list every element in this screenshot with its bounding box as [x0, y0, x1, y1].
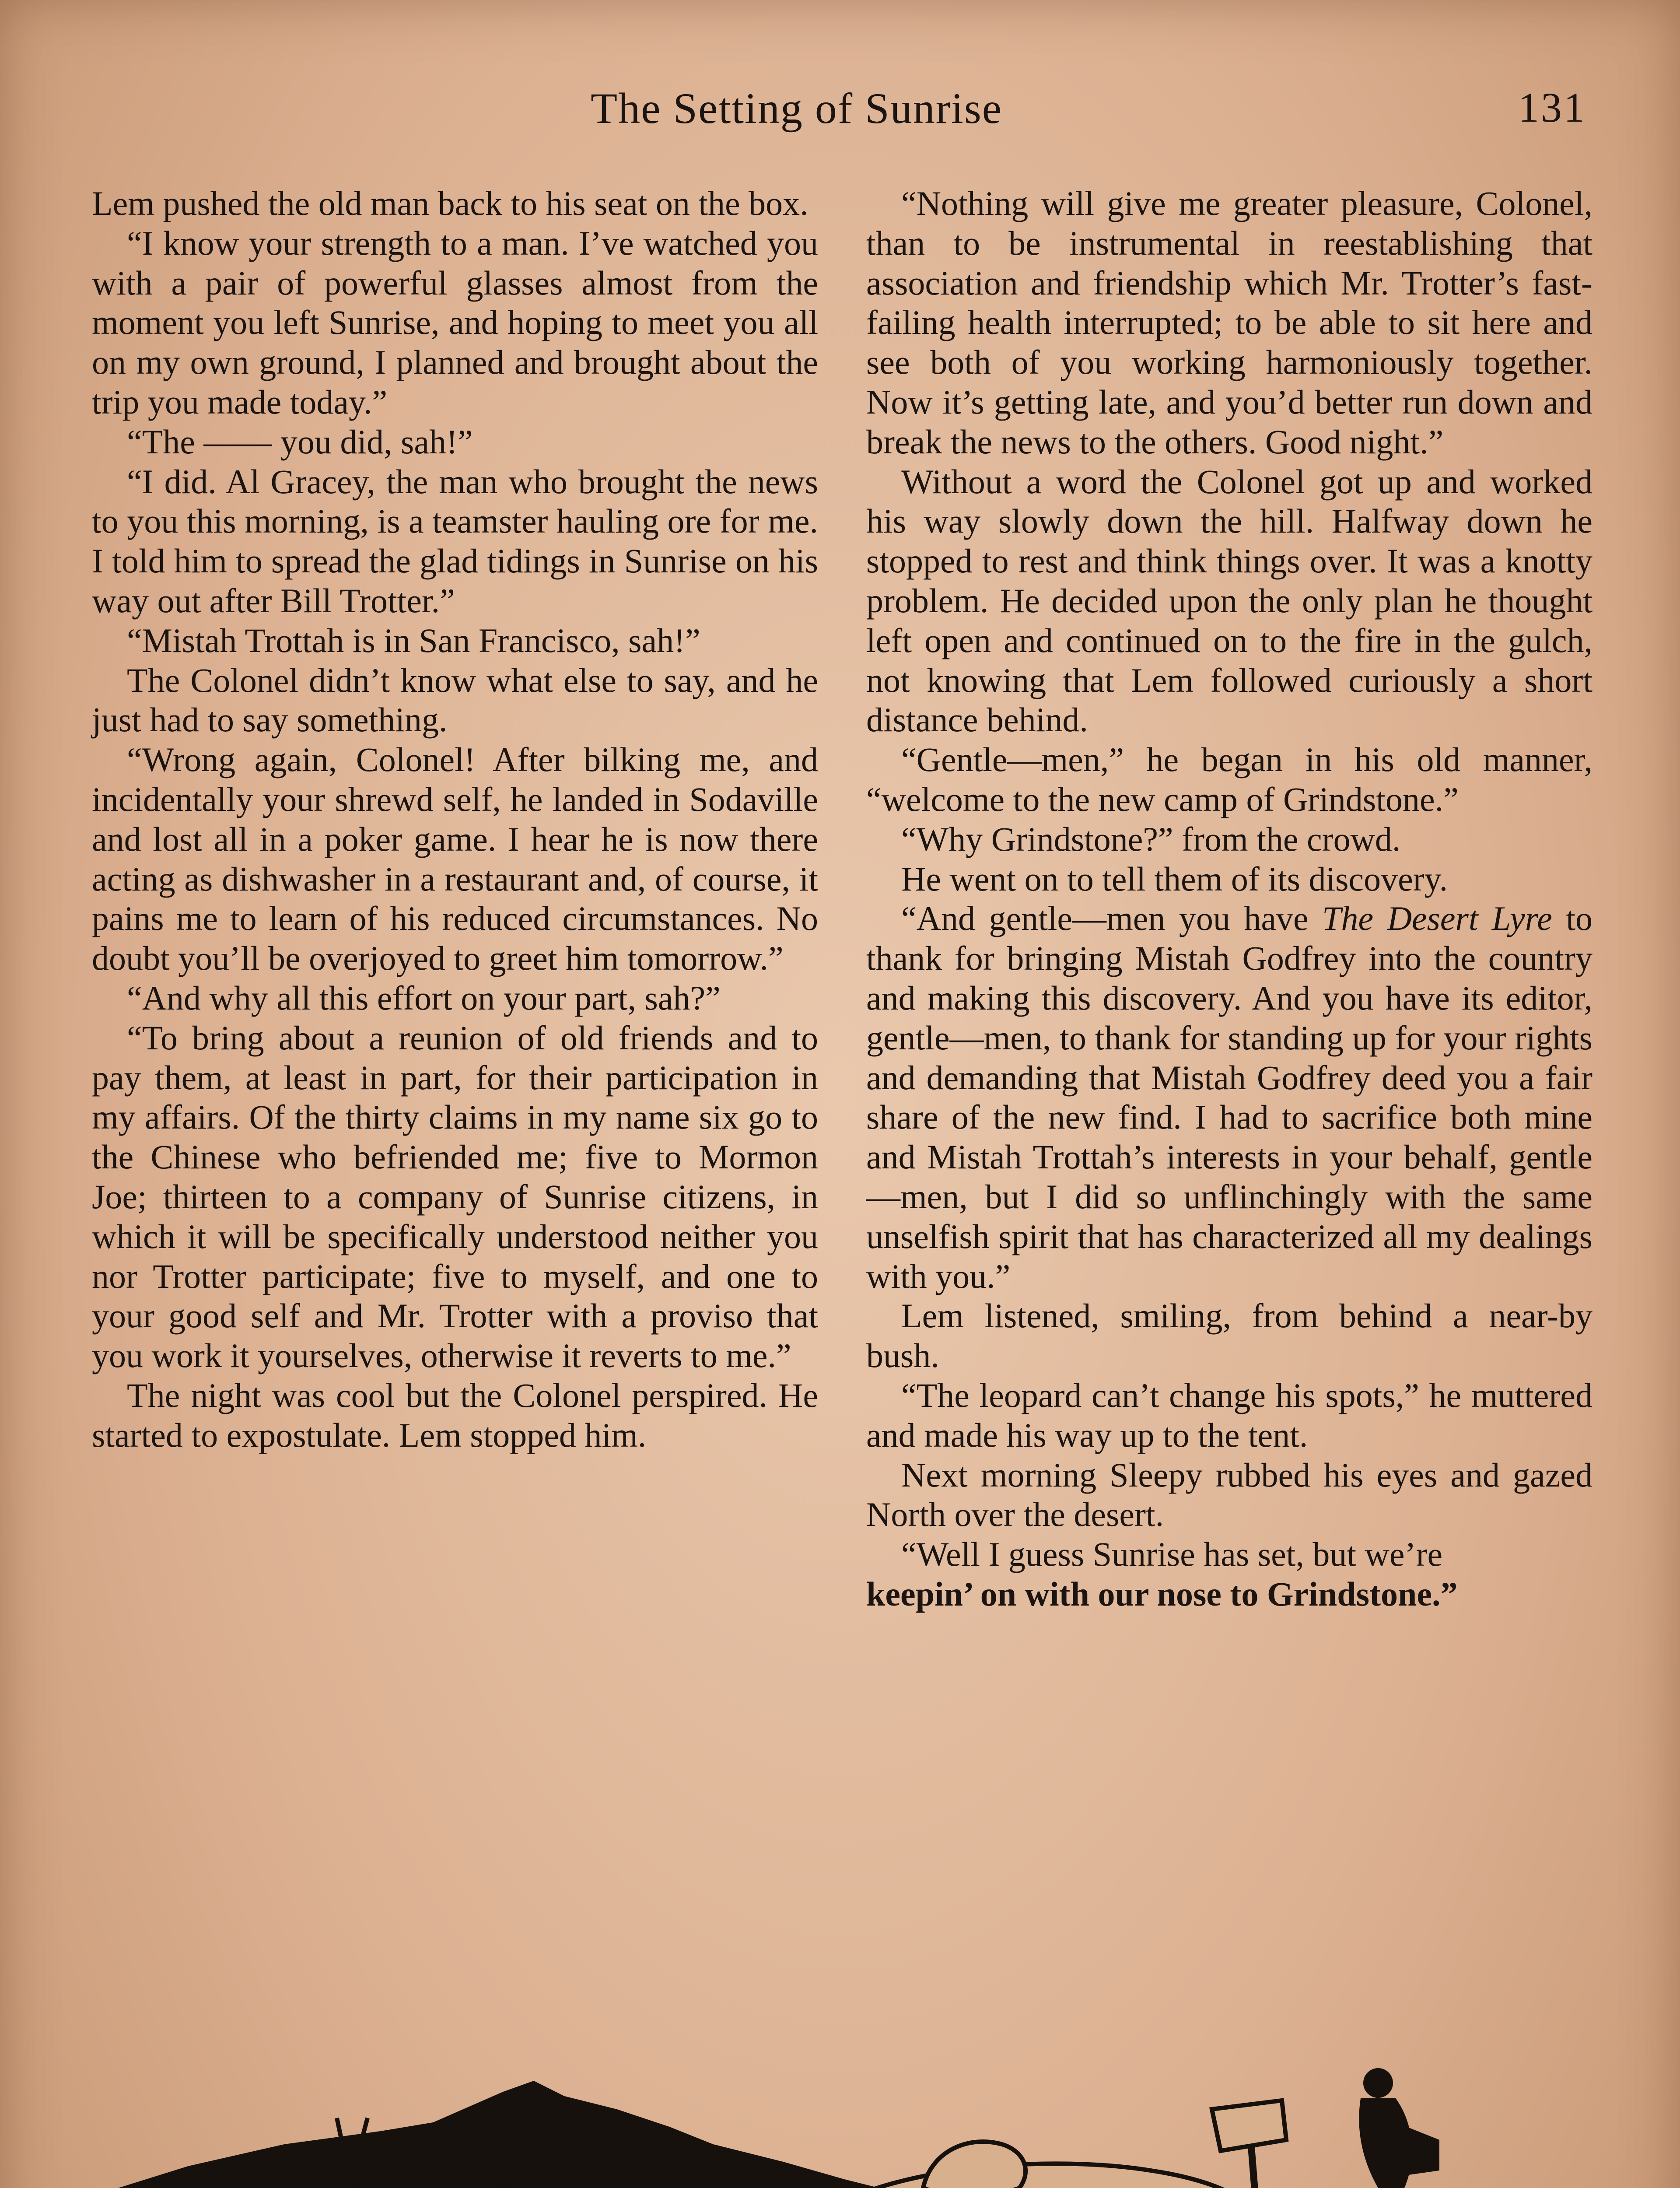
signpost-pole	[1251, 2146, 1256, 2188]
text-run: “And gentle—men you have	[901, 899, 1323, 938]
paragraph: Lem pushed the old man back to his seat on the box.	[92, 184, 808, 222]
paragraph: “Gentle—men,” he began in his old manner, “welcome to the new camp of Grindstone.”	[866, 740, 1592, 818]
paragraph: “The leopard can’t change his spots,” he muttered and made his way up to the tent.	[866, 1376, 1592, 1454]
desert-camp-illustration	[101, 2057, 1601, 2188]
paragraph: Next morning Sleepy rubbed his eyes and gazed North over the desert.	[866, 1455, 1592, 1534]
paragraph: “Nothing will give me greater pleasure, Colonel, than to be instrumental in reestablishing that association and friendship which Mr. Trotter’s fast-failing health interrupted; to be able to sit here and see both of you working harmoniously together. Now it’s getting late, and you’d better run down and break the news to the others. Good night.”	[866, 184, 1592, 461]
paragraph: Lem listened, smiling, from behind a near-by bush.	[866, 1297, 1592, 1375]
paragraph: “And why all this effort on your part, sah?”	[127, 978, 721, 1017]
paragraph-desert-lyre	[866, 899, 1592, 1296]
paragraph: Without a word the Colonel got up and worked his way slowly down the hill. Halfway down he stopped to rest and think things over. It was a knotty problem. He decided upon the only plan he thought left open and continued on to the fire in the gulch, not knowing that Lem followed curiously a short distance behind.	[866, 462, 1592, 739]
signpost-board	[1212, 2100, 1286, 2151]
paragraph: The night was cool but the Colonel perspired. He started to expostulate. Lem stopped him.	[92, 1376, 818, 1454]
paragraph: “To bring about a reunion of old friends and to pay them, at least in part, for their participation in my affairs. Of the thirty claims in my name six go to the Chinese who befriended me; five to Mormon Joe; thirteen to a company of Sunrise citizens, in which it will be specifically understood neither you nor Trotter participate; five to myself, and one to your good self and Mr. Trotter with a proviso that you work it yourselves, otherwise it reverts to me.”	[92, 1018, 818, 1375]
running-head	[0, 83, 1680, 131]
prospector-figure	[1359, 2068, 1439, 2188]
paragraph: The Colonel didn’t know what else to say, and he just had to say something.	[92, 661, 818, 739]
page-number: 131	[1518, 84, 1586, 131]
paragraph: “Mistah Trottah is in San Francisco, sah!”	[127, 621, 700, 659]
left-column	[92, 184, 818, 1455]
paragraph: “Wrong again, Colonel! After bilking me, and incidentally your shrewd self, he landed in Sodaville and lost all in a poker game. I hear he is now there acting as dishwasher in a restaurant and, of course, it pains me to learn of his reduced circumstances. No doubt you’ll be overjoyed to greet him tomorrow.”	[92, 740, 818, 978]
paragraph: “I know your strength to a man. I’ve watched you with a pair of powerful glasses almost from the moment you left Sunrise, and hoping to meet you all on my own ground, I planned and brought about the trip you made today.”	[92, 224, 818, 421]
publication-title: The Desert Lyre	[1322, 899, 1552, 938]
running-title: The Setting of Sunrise	[591, 84, 1003, 133]
paragraph: “I did. Al Gracey, the man who brought the news to you this morning, is a teamster hauling ore for me. I told him to spread the glad tidings in Sunrise on his way out after Bill Trotter.”	[92, 462, 818, 620]
boulder	[923, 2142, 1026, 2188]
paragraph: He went on to tell them of its discovery.	[901, 859, 1448, 898]
closing-line: “Well I guess Sunrise has set, but we’re	[901, 1535, 1443, 1574]
mountain-silhouette	[109, 2081, 879, 2188]
paragraph: “Why Grindstone?” from the crowd.	[901, 820, 1401, 858]
closing-paragraph	[866, 1535, 1592, 1614]
closing-line-bold: keepin’ on with our nose to Grindstone.”	[866, 1574, 1458, 1613]
text-run: to thank for bringing Mistah Godfrey into the country and making this discovery. And you have its editor, gentle—men, to thank for standing up for your rights and demanding that Mistah Godfrey deed you a fair share of the new find. I had to sacrifice both mine and Mistah Trottah’s interests in your behalf, gentle—men, but I did so unflinchingly with the same unselfish spirit that has characterized all my dealings with you.”	[866, 899, 1593, 1295]
right-column	[866, 184, 1592, 1614]
paragraph: “The —— you did, sah!”	[127, 422, 473, 461]
